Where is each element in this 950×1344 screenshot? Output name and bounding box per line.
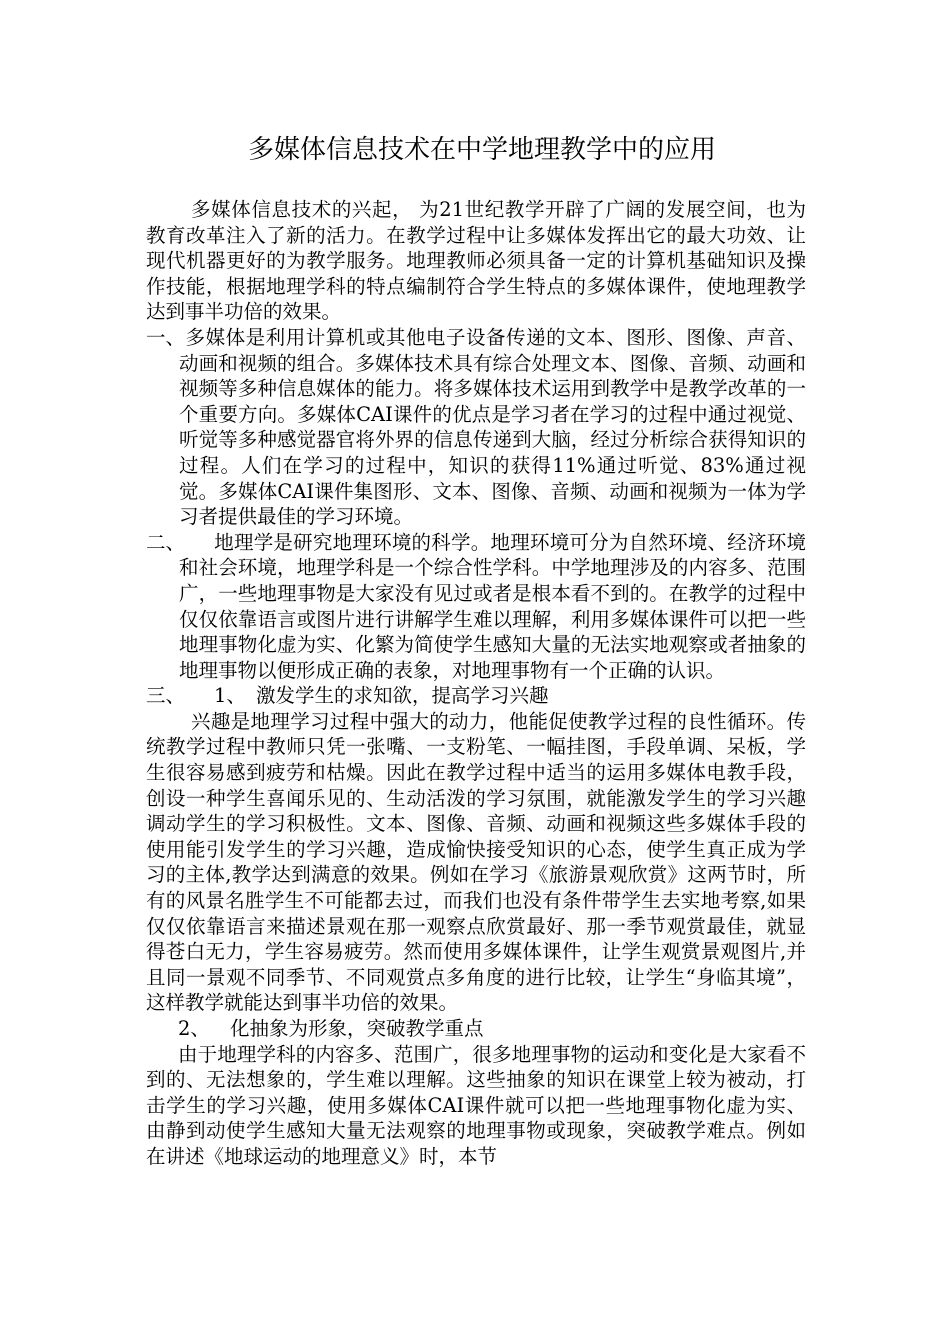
- subsection-2-paragraph: 由于地理学科的内容多、范围广，很多地理事物的运动和变化是大家看不到的、无法想象的，学生难以理解。这些抽象的知识在课堂上较为被动，打击学生的学习兴趣，使用多媒体CAI课件就可以把一些地理事物化虚为实、由静到动使学生感知大量无法观察的地理事物或现象，突破教学难点。例如在讲述《地球运动的地理意义》时，本节: [146, 1042, 806, 1168]
- subsection-1-heading: 激发学生的求知欲，提高学习兴趣: [256, 684, 549, 708]
- subsection-1-number: 1、: [214, 684, 246, 708]
- intro-paragraph: 多媒体信息技术的兴起， 为21世纪教学开辟了广阔的发展空间，也为教育改革注入了新的活力。在教学过程中让多媒体发挥出它的最大功效、让现代机器更好的为教学服务。地理教师必须具备一定的计算机基础知识及操作技能，根据地理学科的特点编制符合学生特点的多媒体课件，使地理教学达到事半功倍的效果。: [146, 198, 806, 324]
- subsection-2-heading: 化抽象为形象，突破教学重点: [230, 1017, 484, 1040]
- section-3-number: 三、: [146, 684, 186, 708]
- section-3-heading: [146, 683, 806, 709]
- subsection-1-paragraph: 兴趣是地理学习过程中强大的动力，他能促使教学过程的良性循环。传统教学过程中教师只凭一张嘴、一支粉笔、一幅挂图，手段单调、呆板，学生很容易感到疲劳和枯燥。因此在教学过程中适当的运用多媒体电教手段，创设一种学生喜闻乐见的、生动活泼的学习氛围，就能激发学生的学习兴趣调动学生的学习积极性。文本、图像、音频、动画和视频这些多媒体手段的使用能引发学生的学习兴趣，造成愉快接受知识的心态，使学生真正成为学习的主体,教学达到满意的效果。例如在学习《旅游景观欣赏》这两节时，所有的风景名胜学生不可能都去过，而我们也没有条件带学生去实地考察,如果仅仅依靠语言来描述景观在那一观察点欣赏最好、那一季节观赏最佳，就显得苍白无力，学生容易疲劳。然而使用多媒体课件，让学生观赏景观图片,并且同一景观不同季节、不同观赏点多角度的进行比较，让学生“身临其境”，这样教学就能达到事半功倍的效果。: [146, 709, 806, 1015]
- subsection-2-heading-line: [146, 1016, 806, 1042]
- document-title: 多媒体信息技术在中学地理教学中的应用: [248, 135, 717, 165]
- section-2-text: 地理学是研究地理环境的科学。地理环境可分为自然环境、经济环境和社会环境，地理学科是一个综合性学科。中学地理涉及的内容多、范围广，一些地理事物是大家没有见过或者是根本看不到的。在教学的过程中仅仅依靠语言或图片进行讲解学生难以理解，利用多媒体课件可以把一些地理事物化虚为实、化繁为简使学生感知大量的无法实地观察或者抽象的地理事物以便形成正确的表象，对地理事物有一个正确的认识。: [179, 530, 806, 682]
- section-2-paragraph: [146, 530, 806, 684]
- document-body: [146, 197, 806, 1170]
- section-1-number: 一、: [146, 325, 186, 349]
- section-1-text: 多媒体是利用计算机或其他电子设备传递的文本、图形、图像、声音、动画和视频的组合。多媒体技术具有综合处理文本、图像、音频、动画和视频等多种信息媒体的能力。将多媒体技术运用到教学中是教学改革的一个重要方向。多媒体CAI课件的优点是学习者在学习的过程中通过视觉、听觉等多种感觉器官将外界的信息传递到大脑，经过分析综合获得知识的过程。人们在学习的过程中，知识的获得11%通过听觉、83%通过视觉。多媒体CAI课件集图形、文本、图像、音频、动画和视频为一体为学习者提供最佳的学习环境。: [179, 325, 806, 529]
- section-1-paragraph: [146, 325, 806, 530]
- subsection-2-number: 2、: [178, 1017, 210, 1040]
- section-2-number: 二、: [146, 530, 186, 554]
